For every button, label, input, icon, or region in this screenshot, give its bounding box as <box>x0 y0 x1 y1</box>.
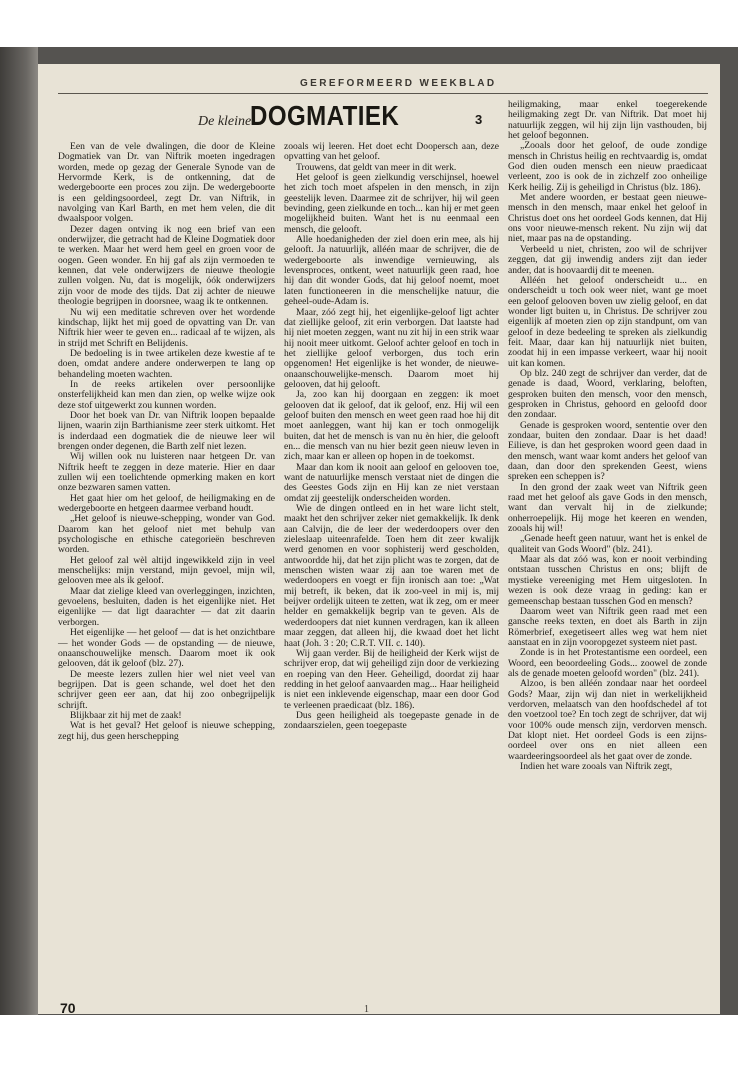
paragraph: De meeste lezers zullen hier wel niet veel van begrijpen. Dat is geen schande, wel doet het den schrijver geen eer aan, dat hij zoo onbegrijpelijk schrijft. <box>58 668 275 711</box>
paragraph: Trouwens, dat geldt van meer in dit werk. <box>296 161 457 173</box>
header-rule <box>58 93 708 94</box>
paragraph: Het geloof is geen zielkundig verschijnsel, hoewel het zich toch moet afspelen in den mensch, in zijn geestelijk leven. Daarmee zit de schrijver, hij wil geen bevinding, geen zielkunde en toch... kan hij er met geen mogelijkheid buiten. Want het is nu eenmaal een mensch, die gelooft. <box>284 172 499 235</box>
paragraph: Op blz. 240 zegt de schrijver dan verder, dat de genade is daad, Woord, verklaring, beloften, gesproken buiten den mensch, voor den mensch, gesproken in Christus, gehoord en geloofd door den zondaar. <box>508 367 707 421</box>
paragraph: In de reeks artikelen over persoonlijke onsterfelijkheid kan men dan zien, op welke wijze ook deze stof uitgewerkt zou kunnen worden. <box>58 378 275 411</box>
paragraph: Verbeeld u niet, christen, zoo wil de schrijver zeggen, dat gij inwendig anders zijt dan ieder ander, dat is hoovaardij dit te meenen. <box>508 243 707 276</box>
paragraph: Het gaat hier om het geloof, de heiligmaking en de wedergeboorte en hetgeen daarmee verband houdt. <box>58 492 275 515</box>
paragraph: Een van de vele dwalingen, die door de Kleine Dogmatiek van Dr. van Niftrik moeten ingedragen worden, mede op gezag der Generale Synode van de Hervormde Kerk, is de ontkenning, dat de wedergeboorte een proces zou zijn. De wedergeboorte is een geldingsoordeel, zegt Dr. van Niftrik, in navolging van Karl Barth, en met hem velen, die dit dwaalspoor volgen. <box>58 141 275 225</box>
footer-mark: 1 <box>364 1004 369 1015</box>
paragraph: Indien het ware zooals van Niftrik zegt, <box>520 761 673 772</box>
paragraph: Alléén het geloof onderscheidt u... en onderscheidt u toch ook weer niet, want ge moet een geloof gelooven boven uw zielig geloof, en dat wonder ligt buiten u, in Christus. De schrijver zou eigenlijk af moeten zien op zijn standpunt, om van geloof in deze bedeeling te spreken als zielkundig feit. Maar, daar kan hij natuurlijk niet buiten, zoodat hij in een impasse verkeert, waar hij nooit uit kan komen. <box>508 274 707 369</box>
paragraph: „Het geloof is nieuwe-schepping, wonder van God. Daarom kan het geloof niet met behulp van psychologische en ethische categorieën beschreven worden. <box>58 513 275 556</box>
paragraph: heiligmaking, maar enkel toegerekende heiligmaking zegt Dr. van Niftrik. Dat moet hij natuurlijk zeggen, wil hij zijn lijn vasthouden, bij het geloof begonnen. <box>508 99 707 142</box>
running-head: GEREFORMEERD WEEKBLAD <box>300 78 497 89</box>
paragraph: De bedoeling is in twee artikelen deze kwestie af te doen, omdat andere andere onderwerpen te lang op behandeling moeten wachten. <box>58 347 275 380</box>
paragraph: In den grond der zaak weet van Niftrik geen raad met het geloof als gave Gods in den mensch, want dan vervalt hij in de zielkunde; onherroepelijk. Hij moge het keeren en wenden, zooals hij wil! <box>508 481 707 535</box>
paragraph: Daarom weet van Niftrik geen raad met een gansche reeks texten, en doet als Barth in zijn Römerbrief, exegetiseert alles weg wat hem niet aanstaat en in zijn vooropgezet systeem niet past. <box>508 605 707 648</box>
title-prefix: De kleine <box>198 114 252 129</box>
paragraph: „Zooals door het geloof, de oude zondige mensch in Christus heilig en rechtvaardig is, omdat God dien ouden mensch een nieuw praedicaat verleent, zoo is ook de in zichzelf zoo onheilige Kerk heilig. Zij is geheiligd in Christus (blz. 186). <box>508 140 707 193</box>
paragraph: Genade is gesproken woord, sententie over den zondaar, buiten den zondaar. Daar is het daad! Eilieve, is dan het gesproken woord geen daad in den mensch, want waar komt anders het geloof van daan, dan door den sprekenden Geest, wiens spreken een scheppen is? <box>508 419 707 483</box>
paragraph: Ja, zoo kan hij doorgaan en zeggen: ik moet gelooven dat ik geloof, dat ik geloof, enz. Hij wil een geloof buiten den mensch en weet geen raad hoe hij dit moet aanleggen, want hij kan er toch onmogelijk buiten, dat het de mensch is van nu èn hier, die gelooft en... die mensch van nu hier bezit geen nieuw leven in zich, maar kan er alleen op hopen in de toekomst. <box>284 389 499 463</box>
text-column-2 <box>284 142 499 732</box>
article-title <box>198 100 498 136</box>
title-main: DOGMATIEK <box>250 100 400 131</box>
paragraph: Dus geen heiligheid als toegepaste genade in de zondaarszielen, geen toegepaste <box>284 709 499 732</box>
paragraph: Wij willen ook nu luisteren naar hetgeen Dr. van Niftrik heeft te zeggen in deze materie. Hier en daar zullen wij een toelichtende opmerking maken en kort onze bezwaren samen vatten. <box>58 451 275 494</box>
paragraph: Met andere woorden, er bestaat geen nieuwe-mensch in den mensch, maar enkel het geloof in Christus doet ons het oordeel Gods kennen, dat Hij ons voor nieuwe-mensch rekent. Nu zijn wij dat niet, maar pas na de opstanding. <box>508 192 707 245</box>
text-column-3 <box>508 100 707 772</box>
paragraph: Maar dan kom ik nooit aan geloof en gelooven toe, want de natuurlijke mensch verstaat niet de dingen die des Geestes Gods zijn en Hij kan ze niet verstaan omdat zij geestelijk onderscheiden worden. <box>284 461 499 504</box>
paragraph: Maar, zóó zegt hij, het eigenlijke-geloof ligt achter dat ziellijke geloof, zit erin verborgen. Dat laatste had hij niet moeten zeggen, want nu zit hij in een strik waar hij nooit meer uitkomt. Geloof achter geloof en toch in het ziellijke geloof verborgen, dus toch erin opgenomen! Het eigenlijke is het wonder, de nieuwe-onaanschouwelijke-mensch. Daarom moet hij gelooven, dat hij gelooft. <box>284 306 499 390</box>
paragraph: Het geloof zal wèl altijd ingewikkeld zijn in veel menschelijks: mijn verstand, mijn gevoel, mijn wil, gelooven mee als ik geloof. <box>58 554 275 587</box>
text-column-1 <box>58 142 275 742</box>
page-number: 70 <box>60 1000 76 1016</box>
paragraph: Door het boek van Dr. van Niftrik loopen bepaalde lijnen, waarin zijn Barthianisme zeer sterk uitkomt. Het is inderdaad een dogmatiek die de nieuwe leer wil brengen onder degenen, die Barth zelf niet lezen. <box>58 409 275 452</box>
article-part-number: 3 <box>475 112 483 127</box>
paragraph: Maar als dat zóó was, kon er nooit verbinding ontstaan tusschen Christus en ons; blijft de mystieke vereeniging met Hem uitgesloten. In wezen is ook deze vraag in geding: kan er gemeenschap bestaan tusschen God en mensch? <box>508 554 707 607</box>
paragraph: Dezer dagen ontving ik nog een brief van een onderwijzer, die getracht had de Kleine Dogmatiek door te werken. Maar het werd hem geel en groen voor de oogen. Geen wonder. En hij gaf als zijn vermoeden te kennen, dat vele onderwijzers de nieuwe theologie zullen volgen. Nu, dat is mogelijk, óók onderwijzers zijn voor de mode des tijds. Dat zij achter de nieuwe theologie begrijpen in doorsnee, waag ik te ontkennen. <box>58 223 275 308</box>
paragraph: Nu wij een meditatie schreven over het wordende kindschap, lijkt het mij goed de opvatting van Dr. van Niftrik hier weer te geven en... radicaal af te wijzen, als in strijd met Schrift en Belijdenis. <box>58 306 275 349</box>
paragraph: Het eigenlijke — het geloof — dat is het onzichtbare — het wonder Gods — de opstanding — de nieuwe, onaanschouwelijke mensch. Daarom moet ik ook gelooven, dát ik geloof (blz. 27). <box>58 627 275 670</box>
paragraph: Alzoo, is ben alléén zondaar naar het oordeel Gods? Maar, zijn wij dan niet in werkelijkheid verdorven, melaatsch van den hoofdschedel af tot den voetzool toe? En toch zegt de schrijver, dat wij voor 100% oude mensch zijn, verdorven mensch. Dat klopt niet. Het oordeel Gods is een zijns-oordeel over ons en niet alleen een waardeeringsoordeel als het gaat over de zonde. <box>508 678 707 762</box>
paragraph: „Genade heeft geen natuur, want het is enkel de qualiteit van Gods Woord" (blz. 241). <box>508 533 707 555</box>
paragraph: Wij gaan verder. Bij de heiligheid der Kerk wijst de schrijver erop, dat wij geheiligd zijn door de verkiezing en roeping van den Heer. Geheiligd, doordat zij haar redding in het geloof aanvaarden mag... Haar heiligheid is niet een inklevende eigenschap, maar een door God te verleenen praedicaat (blz. 186). <box>284 647 499 711</box>
paragraph: Zonde is in het Protestantisme een oordeel, een Woord, een beoordeeling Gods... zoowel de zonde als de genade moeten geloofd worden" (blz. 241). <box>508 647 707 679</box>
paragraph: zooals wij leeren. Het doet echt Doopersch aan, deze opvatting van het geloof. <box>284 141 499 163</box>
page-edge-shadow <box>0 47 38 1015</box>
paragraph: Blijkbaar zit hij met de zaak! <box>70 709 182 721</box>
paragraph: Wie de dingen ontleed en in het ware licht stelt, maakt het den schrijver zeker niet gemakkelijk. Ik denk aan Calvijn, die de leer der wederdoopers over den zieleslaap uiteenrafelde. Toen hem dit zeer kwalijk werd genomen en voor sophisterij werd gescholden, antwoordde hij, dat het zijn plicht was te zorgen, dat de menschen wisten waar zij aan toe waren met de wederdoopers en voegt er fijn ironisch aan toe: „Wat mij betreft, ik beken, dat ik zoo-veel in mij is, mij beijver ordelijk uiteen te zetten, wat ik zeg, om er meer helder en gemakkelijk begrip van te geven. Als de wederdoopers dat niet kunnen verdragen, kan ik alleen maar zeggen, dat alleen hij, die kwaad doet het licht haat (Joh. 3 : 20; C.R.T. VII. c. 140). <box>284 503 499 649</box>
paragraph: Wat is het geval? Het geloof is nieuwe schepping, zegt hij, dus geen herschepping <box>58 720 275 742</box>
paragraph: Maar dat zielige kleed van overleggingen, inzichten, gevoelens, besluiten, daden is het eigenlijke niet. Het eigenlijke — dat ligt daarachter — dat zit daarin verborgen. <box>58 585 275 628</box>
paragraph: Alle hoedanigheden der ziel doen erin mee, als hij gelooft. Ja natuurlijk, alléén maar de schrijver, die de wedergeboorte als inwendige vernieuwing, als levensproces, ontkent, weet natuurlijk geen raad, hoe hij dan dit wonder Gods, dat hij geloof noemt, moet laten functioneeren in die menschelijke natuur, die geheel-oude-Adam is. <box>284 234 499 308</box>
